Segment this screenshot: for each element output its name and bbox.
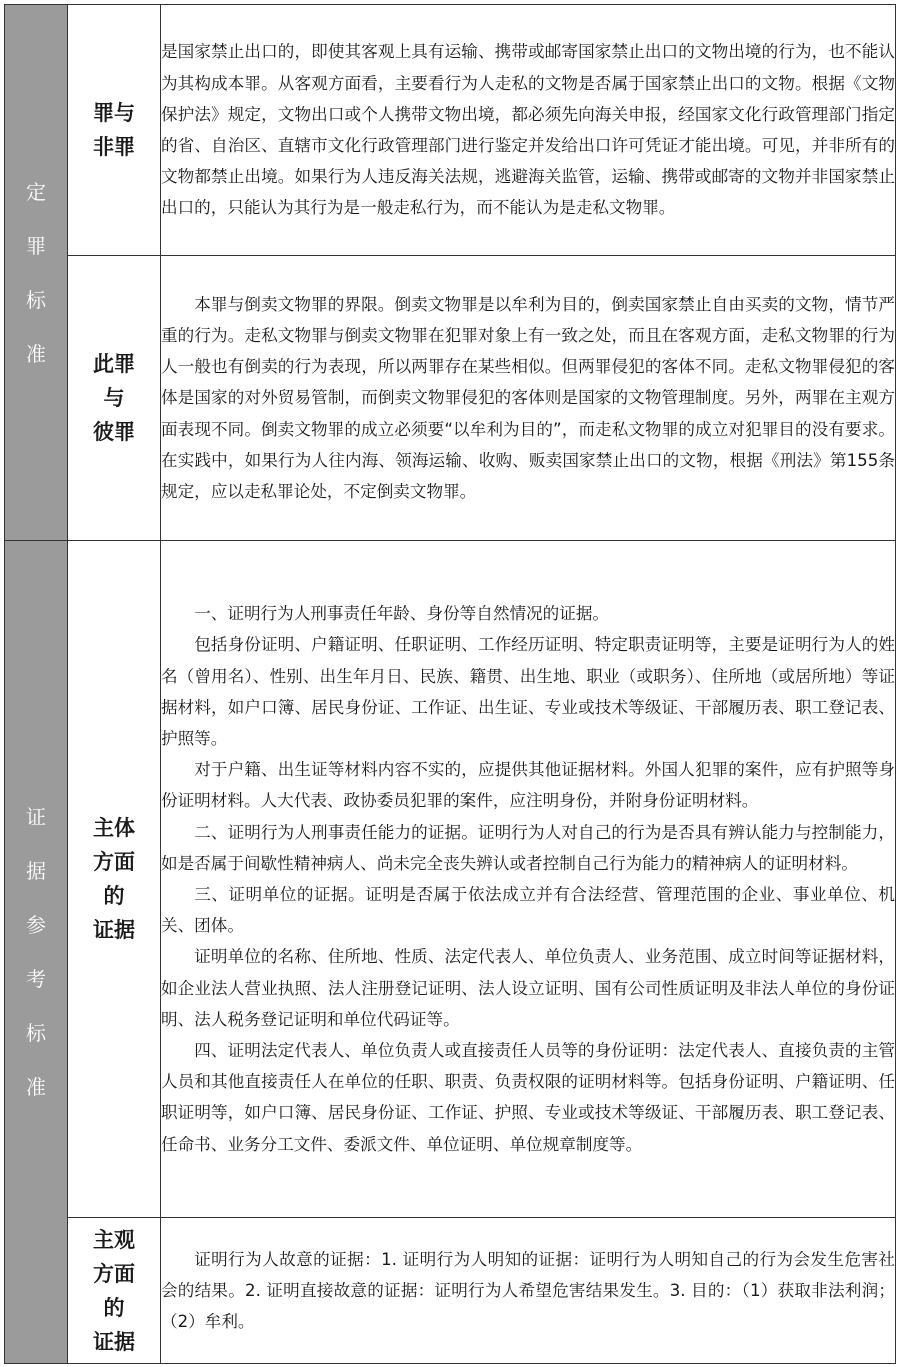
paragraph: 证明单位的名称、住所地、性质、法定代表人、单位负责人、业务范围、成立时间等证据材料，如企业法人营业执照、法人注册登记证明、法人设立证明、国有公司性质证明及非法人单位的身份证明、法人税务登记证明和单位代码证等。 [161,947,895,1029]
category-char: 标 [26,287,46,312]
category-char: 准 [26,341,46,366]
table-row [5,1218,896,1364]
category-label [26,165,46,381]
content-cell [161,541,896,1218]
category-char: 准 [26,1075,46,1099]
table-row [5,5,896,256]
subcategory-label: 罪与 非罪 [93,101,135,159]
category-char: 参 [26,913,46,937]
paragraph-group [161,289,895,507]
category-char: 罪 [26,233,46,258]
criteria-table [4,4,896,1364]
category-char: 证 [26,805,46,829]
paragraph: 包括身份证明、户籍证明、任职证明、工作经历证明、特定职责证明等，主要是证明行为人的姓名（曾用名）、性别、出生年月日、民族、籍贯、出生地、职业（或职务）、住所地（或居所地）等证据材料，如户口簿、居民身份证、工作证、出生证、专业或技术等级证、干部履历表、职工登记表、护照等。 [161,635,895,748]
category-cell-conviction-standard [5,5,68,541]
subcategory-label: 主体 方面 的 证据 [93,816,135,942]
subcategory-cell [68,5,161,256]
paragraph-group [161,1244,895,1338]
table-row [5,541,896,1218]
paragraph-group [161,36,895,223]
subcategory-cell [68,1218,161,1364]
category-char: 据 [26,859,46,883]
paragraph: 是国家禁止出口的，即使其客观上具有运输、携带或邮寄国家禁止出口的文物出境的行为，也不能认为其构成本罪。从客观方面看，主要看行为人走私的文物是否属于国家禁止出口的文物。根据《文物保护法》规定，文物出口或个人携带文物出境，都必须先向海关申报，经国家文化行政管理部门指定的省、自治区、直辖市文化行政管理部门进行鉴定并发给出口许可凭证才能出境。可见，并非所有的文物都禁止出境。如果行为人违反海关法规，逃避海关监管，运输、携带或邮寄的文物并非国家禁止出口的，只能认为其行为是一般走私行为，而不能认为是走私文物罪。 [161,42,895,218]
paragraph: 证明行为人故意的证据：1. 证明行为人明知的证据：证明行为人明知自己的行为会发生危害社会的结果。2. 证明直接故意的证据：证明行为人希望危害结果发生。3. 目的：（1）获取非法利润；（2）牟利。 [161,1249,895,1332]
paragraph-group [161,598,895,1160]
paragraph: 四、证明法定代表人、单位负责人或直接责任人员等的身份证明：法定代表人、直接负责的主管人员和其他直接责任人在单位的任职、职责、负责权限的证明材料等。包括身份证明、户籍证明、任职证明等，如户口簿、居民身份证、工作证、护照、专业或技术等级证、干部履历表、职工登记表、任命书、业务分工文件、委派文件、单位证明、单位规章制度等。 [161,1041,895,1154]
paragraph: 对于户籍、出生证等材料内容不实的，应提供其他证据材料。外国人犯罪的案件，应有护照等身份证明材料。人大代表、政协委员犯罪的案件，应注明身份，并附身份证明材料。 [161,760,895,811]
paragraph: 一、证明行为人刑事责任年龄、身份等自然情况的证据。 [194,604,610,624]
paragraph: 二、证明行为人刑事责任能力的证据。证明行为人对自己的行为是否具有辨认能力与控制能力，如是否属于间歇性精神病人、尚未完全丧失辨认或者控制自己行为能力的精神病人的证明材料。 [161,822,895,873]
table-row [5,256,896,541]
category-char: 标 [26,1021,46,1045]
content-cell [161,5,896,256]
category-cell-evidence-standard [5,541,68,1364]
content-cell [161,1218,896,1364]
subcategory-label: 此罪 与 彼罪 [93,352,135,444]
category-char: 定 [26,179,46,204]
category-label [26,790,46,1114]
paragraph: 本罪与倒卖文物罪的界限。倒卖文物罪是以牟利为目的，倒卖国家禁止自由买卖的文物，情节严重的行为。走私文物罪与倒卖文物罪在犯罪对象上有一致之处，而且在客观方面，走私文物罪的行为人一般也有倒卖的行为表现，所以两罪存在某些相似。但两罪侵犯的客体不同。走私文物罪侵犯的客体是国家的对外贸易管制，而倒卖文物罪侵犯的客体则是国家的文物管理制度。另外，两罪在主观方面表现不同。倒卖文物罪的成立必须要“以牟利为目的”，而走私文物罪的成立对犯罪目的没有要求。在实践中，如果行为人往内海、领海运输、收购、贩卖国家禁止出口的文物，根据《刑法》第155条规定，应以走私罪论处，不定倒卖文物罪。 [161,294,895,501]
subcategory-cell [68,541,161,1218]
subcategory-label: 主观 方面 的 证据 [93,1227,135,1354]
subcategory-cell [68,256,161,541]
content-cell [161,256,896,541]
paragraph: 三、证明单位的证据。证明是否属于依法成立并有合法经营、管理范围的企业、事业单位、机关、团体。 [161,885,895,936]
category-char: 考 [26,967,46,991]
